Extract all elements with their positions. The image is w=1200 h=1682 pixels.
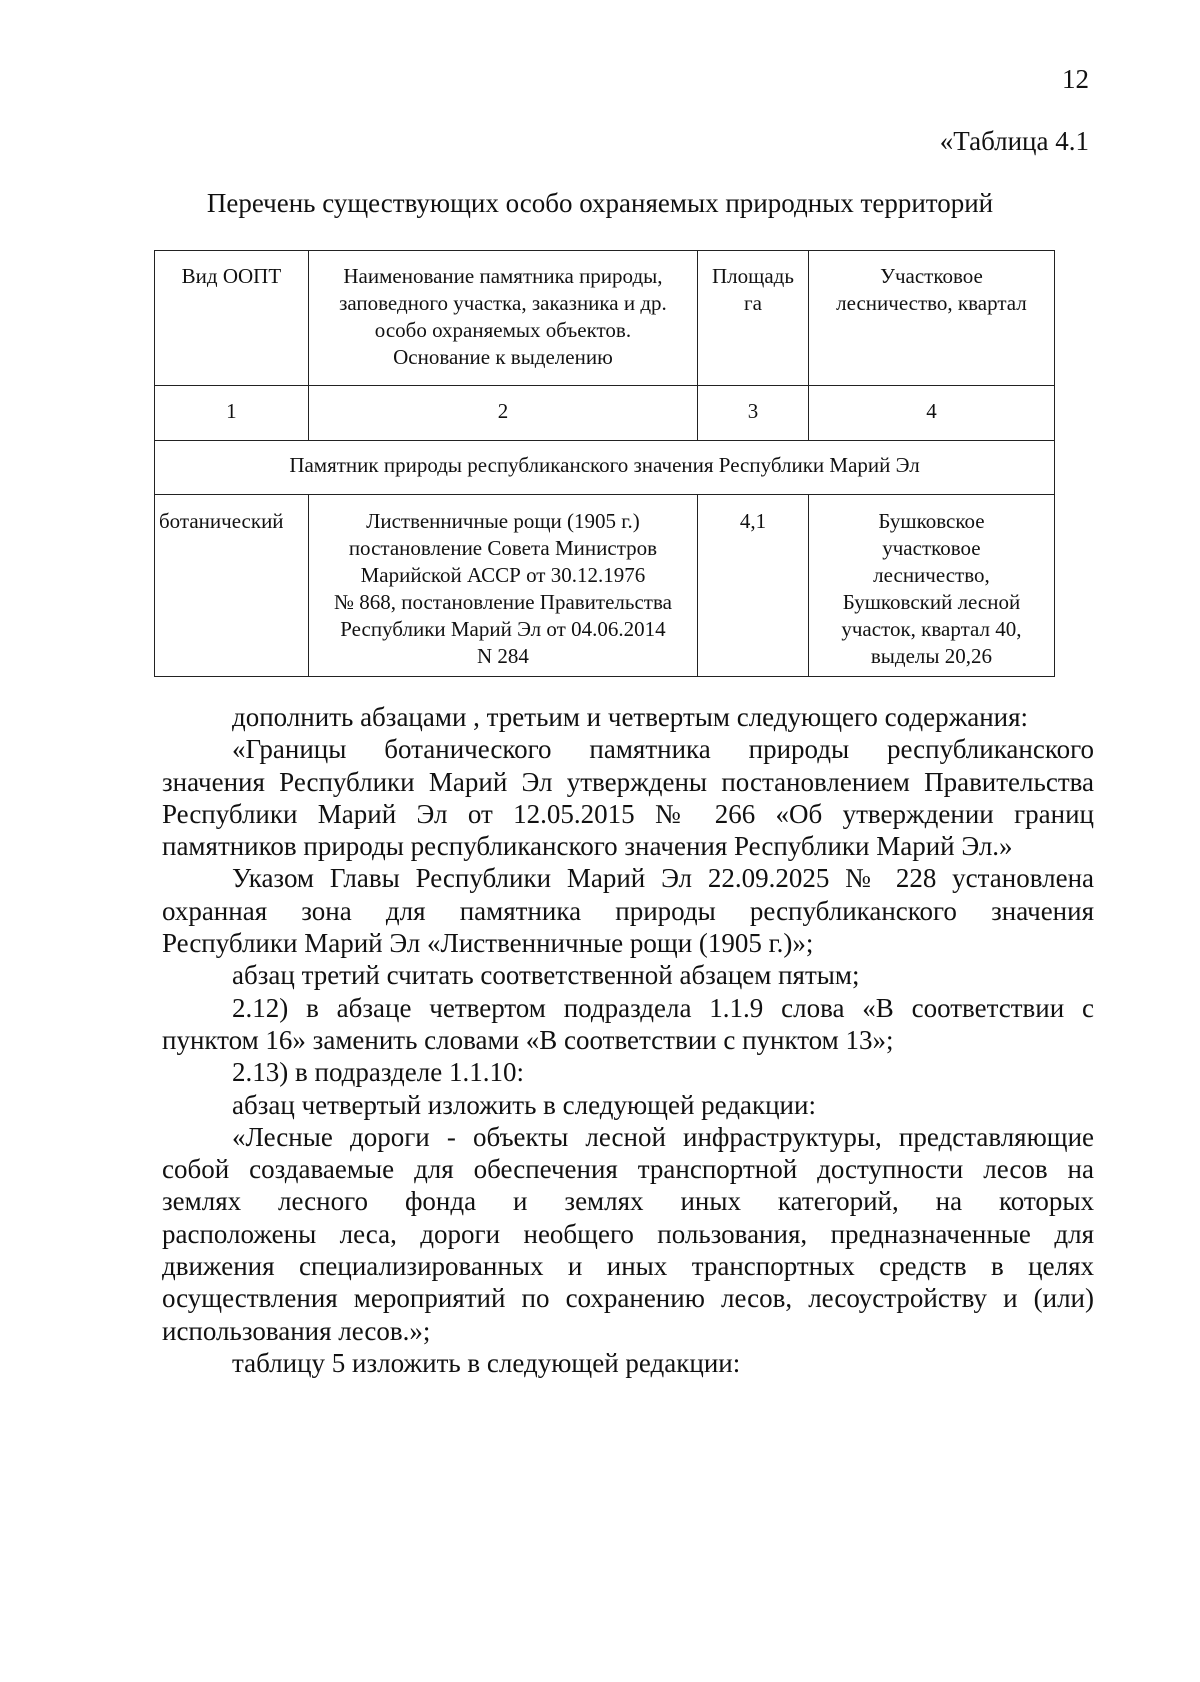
paragraph-line: таблицу 5 изложить в следующей редакции: bbox=[232, 1347, 741, 1378]
paragraph-line: землях лесного фонда и землях иных категорий, на которых bbox=[162, 1186, 1094, 1217]
paragraph-line: значения Республики Марий Эл утверждены постановлением Правительства bbox=[162, 766, 1094, 797]
cell-line: N 284 bbox=[476, 644, 529, 668]
cell-line: Наименование памятника природы, bbox=[343, 264, 663, 288]
header-object-name bbox=[308, 251, 697, 386]
cell-line: Основание к выделению bbox=[393, 345, 613, 369]
cell-line: участковое bbox=[882, 536, 981, 560]
cell-line: Марийской АССР от 30.12.1976 bbox=[360, 563, 646, 587]
paragraph-line: абзац четвертый изложить в следующей редакции: bbox=[232, 1089, 816, 1120]
cell-line: участок, квартал 40, bbox=[841, 617, 1022, 641]
cell-line: особо охраняемых объектов. bbox=[374, 318, 632, 342]
table-row bbox=[155, 495, 1055, 677]
cell-line: Бушковский лесной bbox=[842, 590, 1021, 614]
paragraph-line: пунктом 16» заменить словами «В соответствии с пунктом 13»; bbox=[162, 1024, 894, 1055]
paragraph-line: 2.13) в подразделе 1.1.10: bbox=[232, 1057, 524, 1088]
cell-line: лесничество, bbox=[873, 563, 990, 587]
table-title: Перечень существующих особо охраняемых природных территорий bbox=[206, 188, 994, 218]
table-reference: «Таблица 4.1 bbox=[939, 126, 1089, 156]
cell-line: Лиственничные рощи (1905 г.) bbox=[366, 509, 640, 533]
paragraph-line: «Границы ботанического памятника природы республиканского bbox=[232, 734, 1094, 765]
paragraph-line: охранная зона для памятника природы республиканского значения bbox=[162, 895, 1094, 926]
cell-line: Бушковское bbox=[878, 509, 985, 533]
cell-line: № 868, постановление Правительства bbox=[333, 590, 672, 614]
header-area bbox=[698, 251, 809, 386]
page-number: 12 bbox=[1062, 64, 1089, 94]
paragraph-line: 2.12) в абзаце четвертом подраздела 1.1.9 слова «В соответствии с bbox=[232, 992, 1094, 1023]
cell-line: заповедного участка, заказника и др. bbox=[339, 291, 667, 315]
cell-line: га bbox=[743, 291, 762, 315]
paragraph-line: памятников природы республиканского значения Республики Марий Эл.» bbox=[162, 831, 1013, 862]
column-number: 1 bbox=[155, 386, 309, 441]
section-title: Памятник природы республиканского значения Республики Марий Эл bbox=[155, 441, 1055, 495]
column-number: 2 bbox=[308, 386, 697, 441]
paragraph-line: осуществления мероприятий по сохранению лесов, лесоустройству и (или) bbox=[162, 1283, 1094, 1314]
header-location bbox=[808, 251, 1054, 386]
column-number-row bbox=[155, 386, 1055, 441]
paragraph-line: абзац третий считать соответственной абзацем пятым; bbox=[232, 960, 860, 991]
paragraph-line: использования лесов.»; bbox=[162, 1315, 431, 1346]
amendment-text bbox=[162, 701, 1094, 1379]
paragraph-line: движения специализированных и иных транспортных средств в целях bbox=[162, 1251, 1094, 1282]
paragraph-line: Республики Марий Эл «Лиственничные рощи (1905 г.)»; bbox=[162, 928, 814, 959]
section-row bbox=[155, 441, 1055, 495]
cell-line: Участковое bbox=[880, 264, 983, 288]
cell-oopt-type: ботанический bbox=[155, 495, 309, 677]
paragraph-line: дополнить абзацами , третьим и четвертым следующего содержания: bbox=[232, 702, 1029, 732]
cell-line: постановление Совета Министров bbox=[348, 536, 658, 560]
cell-area: 4,1 bbox=[698, 495, 809, 677]
header-oopt-type bbox=[155, 251, 309, 386]
paragraph-line: Республики Марий Эл от 12.05.2015 № 266 «Об утверждении границ bbox=[162, 798, 1094, 829]
cell-line: Вид ООПТ bbox=[181, 264, 282, 288]
cell-line: Республики Марий Эл от 04.06.2014 bbox=[340, 617, 666, 641]
cell-object-name bbox=[308, 495, 697, 677]
paragraph-line: Указом Главы Республики Марий Эл 22.09.2025 № 228 установлена bbox=[232, 863, 1094, 894]
paragraph-line: собой создаваемые для обеспечения транспортной доступности лесов на bbox=[162, 1154, 1094, 1185]
cell-line: Площадь bbox=[712, 264, 794, 288]
paragraph-line: расположены леса, дороги необщего пользования, предназначенные для bbox=[162, 1218, 1094, 1249]
cell-location bbox=[808, 495, 1054, 677]
table-header-row bbox=[155, 251, 1055, 386]
column-number: 3 bbox=[698, 386, 809, 441]
column-number: 4 bbox=[808, 386, 1054, 441]
cell-line: выделы 20,26 bbox=[870, 644, 992, 668]
paragraph-line: «Лесные дороги - объекты лесной инфраструктуры, представляющие bbox=[232, 1121, 1094, 1152]
cell-line: лесничество, квартал bbox=[836, 291, 1027, 315]
protected-areas-table bbox=[154, 250, 1055, 677]
